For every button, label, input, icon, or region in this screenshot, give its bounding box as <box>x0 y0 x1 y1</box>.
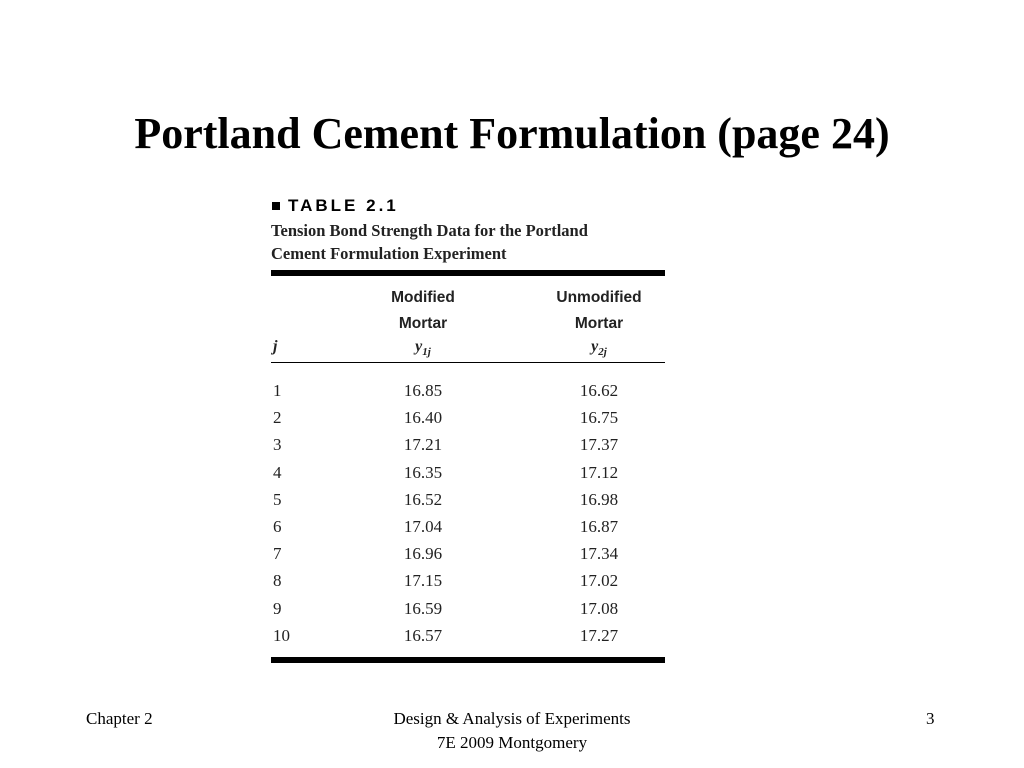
bottom-rule <box>271 657 665 663</box>
header-j: j <box>273 338 278 355</box>
cell-j: 4 <box>273 462 282 482</box>
cell-y1: 17.04 <box>403 516 443 536</box>
cell-y2: 17.34 <box>579 544 619 564</box>
header-col1-line2: Mortar <box>398 315 448 332</box>
cell-j: 2 <box>273 408 282 428</box>
footer-chapter: Chapter 2 <box>86 709 153 728</box>
table-row <box>271 513 665 540</box>
table-figure <box>271 194 665 663</box>
cell-y2: 17.27 <box>579 625 619 645</box>
cell-y2: 16.62 <box>579 381 619 400</box>
table-row <box>271 567 665 594</box>
table-header <box>271 276 665 362</box>
table-row <box>271 431 665 458</box>
header-col2-line1: Unmodified <box>556 289 642 306</box>
header-y1-base: y <box>415 338 423 355</box>
cell-y1: 16.59 <box>403 598 443 618</box>
cell-y1: 16.85 <box>403 381 443 400</box>
cell-y1: 16.57 <box>403 625 443 645</box>
cell-j: 7 <box>273 544 282 564</box>
header-y2-sub: 2j <box>598 346 607 359</box>
cell-j: 9 <box>273 598 282 618</box>
header-col2-line2: Mortar <box>574 315 624 332</box>
table-label-text: TABLE 2.1 <box>288 196 399 215</box>
header-unmodified-mortar <box>543 285 655 337</box>
table-row <box>271 622 665 649</box>
page-number: 3 <box>926 709 935 728</box>
table-row <box>271 459 665 486</box>
cell-y2: 16.87 <box>579 516 619 536</box>
table-caption <box>271 219 665 265</box>
cell-y1: 17.15 <box>403 571 443 591</box>
cell-y1: 17.21 <box>403 435 443 455</box>
cell-y1: 16.35 <box>403 462 443 482</box>
cell-j: 5 <box>273 489 282 509</box>
square-bullet-icon <box>272 202 280 210</box>
table-label <box>271 194 665 218</box>
header-y1-sub: 1j <box>422 346 431 359</box>
cell-y2: 16.98 <box>579 489 619 509</box>
footer-book <box>362 707 662 755</box>
cell-y2: 17.37 <box>579 435 619 455</box>
cell-y2: 17.12 <box>579 462 619 482</box>
cell-y2: 17.02 <box>579 571 619 591</box>
header-y2j <box>569 338 629 358</box>
cell-j: 3 <box>273 435 282 455</box>
table-row <box>271 595 665 622</box>
cell-j: 6 <box>273 516 282 536</box>
cell-j: 1 <box>273 381 282 400</box>
cell-j: 8 <box>273 571 282 591</box>
cell-y2: 17.08 <box>579 598 619 618</box>
table-row <box>271 404 665 431</box>
cell-y1: 16.96 <box>403 544 443 564</box>
table-caption-line1: Tension Bond Strength Data for the Portland <box>271 221 588 240</box>
cell-y1: 16.40 <box>403 408 443 428</box>
table-row <box>271 377 665 404</box>
table-body <box>271 363 665 657</box>
table-row <box>271 540 665 567</box>
cell-y1: 16.52 <box>403 489 443 509</box>
header-col1-line1: Modified <box>391 289 455 306</box>
header-y2-base: y <box>591 338 599 355</box>
header-y1j <box>393 338 453 358</box>
header-modified-mortar <box>367 285 479 337</box>
footer-book-line1: Design & Analysis of Experiments <box>393 709 631 728</box>
footer-book-line2: 7E 2009 Montgomery <box>436 733 588 752</box>
table-caption-line2: Cement Formulation Experiment <box>271 244 507 263</box>
cell-j: 10 <box>273 625 290 645</box>
table-row <box>271 486 665 513</box>
slide-title: Portland Cement Formulation (page 24) <box>134 109 890 158</box>
cell-y2: 16.75 <box>579 408 619 428</box>
